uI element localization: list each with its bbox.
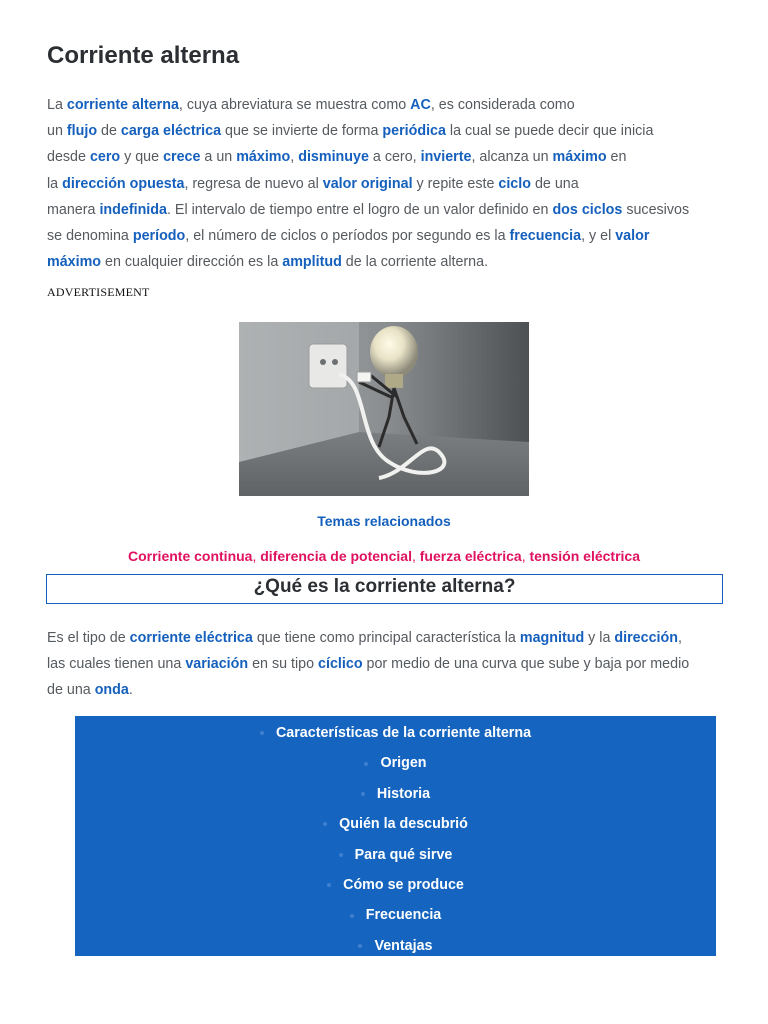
- related-topic-link[interactable]: Corriente continua: [128, 548, 253, 564]
- link-separator: ,: [411, 548, 420, 564]
- bullet-icon: [350, 914, 354, 918]
- paragraph-text: de: [97, 123, 121, 140]
- toc-item-label: Para qué sirve: [354, 846, 453, 863]
- related-topics-links: [0, 548, 768, 564]
- keyword-link[interactable]: dos ciclos: [552, 201, 623, 218]
- toc-item[interactable]: [75, 718, 716, 748]
- paragraph-text: .: [128, 682, 133, 699]
- toc-item[interactable]: [75, 779, 716, 809]
- paragraph-text: un: [47, 123, 67, 140]
- bullet-icon: [327, 883, 331, 887]
- intro-paragraph: [47, 92, 727, 275]
- paragraph-text: ,: [677, 630, 682, 646]
- keyword-link[interactable]: valor: [615, 228, 650, 245]
- toc-item[interactable]: [75, 931, 716, 956]
- page-title: Corriente alterna: [47, 42, 240, 69]
- toc-item-label: Ventajas: [374, 937, 433, 954]
- keyword-link[interactable]: ciclo: [498, 175, 531, 192]
- toc-list: [75, 718, 716, 956]
- toc-item-label: Historia: [376, 785, 431, 802]
- keyword-link[interactable]: máximo: [552, 149, 607, 166]
- advertisement-label: ADVERTISEMENT: [47, 285, 150, 299]
- keyword-link[interactable]: AC: [410, 97, 431, 113]
- toc-item-label: Cómo se produce: [343, 876, 464, 893]
- keyword-link[interactable]: cero: [89, 149, 121, 166]
- keyword-link[interactable]: corriente eléctrica: [129, 630, 253, 646]
- keyword-link[interactable]: indefinida: [99, 201, 167, 218]
- keyword-link[interactable]: corriente alterna: [66, 97, 179, 113]
- link-separator: ,: [252, 548, 261, 564]
- related-topic-link[interactable]: fuerza eléctrica: [419, 548, 522, 564]
- toc-item[interactable]: [75, 809, 716, 839]
- keyword-link[interactable]: carga eléctrica: [120, 123, 222, 140]
- paragraph-text: . El intervalo de tiempo entre el logro de un valor definido en: [166, 201, 553, 218]
- paragraph-text: y repite este: [412, 175, 499, 192]
- keyword-link[interactable]: dirección: [614, 630, 678, 646]
- paragraph-text: y la: [584, 630, 615, 646]
- keyword-link[interactable]: período: [132, 228, 186, 245]
- keyword-link[interactable]: amplitud: [282, 254, 342, 271]
- toc-item[interactable]: [75, 840, 716, 870]
- lightbulb-figure-icon: [239, 322, 529, 496]
- paragraph-text: , alcanza un: [471, 149, 553, 166]
- paragraph-text: a un: [200, 149, 237, 166]
- keyword-link[interactable]: onda: [94, 682, 129, 699]
- paragraph-text: La: [47, 97, 67, 113]
- lightbulb-photo: [239, 322, 529, 496]
- paragraph-text: sucesivos: [622, 201, 690, 218]
- paragraph-text: , cuya abreviatura se muestra como: [178, 97, 411, 113]
- keyword-link[interactable]: disminuye: [298, 149, 369, 166]
- toc-item[interactable]: [75, 748, 716, 778]
- section-heading-box: [46, 574, 723, 604]
- keyword-link[interactable]: máximo: [47, 254, 102, 271]
- paragraph-text: de una: [530, 175, 579, 192]
- bullet-icon: [364, 762, 368, 766]
- keyword-link[interactable]: valor original: [322, 175, 413, 192]
- bullet-icon: [339, 853, 343, 857]
- paragraph-text: se denomina: [47, 228, 133, 245]
- paragraph-text: y que: [120, 149, 164, 166]
- bullet-icon: [323, 822, 327, 826]
- paragraph-text: la: [47, 175, 63, 192]
- paragraph-text: la cual se puede decir que inicia: [445, 123, 654, 140]
- toc-item[interactable]: [75, 870, 716, 900]
- paragraph-text: por medio de una curva que sube y baja por medio: [362, 656, 690, 673]
- keyword-link[interactable]: periódica: [382, 123, 446, 140]
- toc-item-label: Características de la corriente alterna: [275, 725, 532, 741]
- table-of-contents: [75, 716, 716, 956]
- keyword-link[interactable]: frecuencia: [509, 228, 582, 245]
- keyword-link[interactable]: dirección opuesta: [62, 175, 185, 192]
- related-topics-title: Temas relacionados: [317, 513, 451, 529]
- link-separator: ,: [521, 548, 530, 564]
- keyword-link[interactable]: magnitud: [519, 630, 585, 646]
- keyword-link[interactable]: variación: [185, 656, 249, 673]
- keyword-link[interactable]: invierte: [420, 149, 472, 166]
- paragraph-text: ,: [290, 149, 299, 166]
- paragraph-text: a cero,: [368, 149, 421, 166]
- keyword-link[interactable]: máximo: [236, 149, 291, 166]
- paragraph-text: Es el tipo de: [47, 630, 130, 646]
- paragraph-text: manera: [47, 201, 100, 218]
- paragraph-text: de una: [47, 682, 95, 699]
- definition-paragraph: [47, 625, 727, 704]
- bullet-icon: [361, 792, 365, 796]
- toc-item-label: Quién la descubrió: [339, 816, 468, 833]
- paragraph-text: desde: [47, 149, 90, 166]
- bullet-icon: [358, 944, 362, 948]
- paragraph-text: que tiene como principal característica la: [252, 630, 520, 646]
- paragraph-text: de la corriente alterna.: [341, 254, 489, 271]
- keyword-link[interactable]: cíclico: [318, 656, 363, 673]
- paragraph-text: las cuales tienen una: [47, 656, 186, 673]
- paragraph-text: , y el: [581, 228, 616, 245]
- toc-item-label: Frecuencia: [365, 907, 442, 924]
- section-heading: ¿Qué es la corriente alterna?: [253, 576, 516, 597]
- paragraph-text: , es considerada como: [430, 97, 575, 113]
- keyword-link[interactable]: flujo: [66, 123, 98, 140]
- toc-item-label: Origen: [380, 755, 427, 772]
- paragraph-text: en su tipo: [248, 656, 319, 673]
- related-topic-link[interactable]: diferencia de potencial: [260, 548, 412, 564]
- keyword-link[interactable]: crece: [163, 149, 201, 166]
- paragraph-text: en: [606, 149, 627, 166]
- paragraph-text: en cualquier dirección es la: [101, 254, 283, 271]
- paragraph-text: que se invierte de forma: [221, 123, 383, 140]
- paragraph-text: , regresa de nuevo al: [184, 175, 323, 192]
- related-topic-link[interactable]: tensión eléctrica: [529, 548, 640, 564]
- paragraph-text: , el número de ciclos o períodos por segundo es la: [185, 228, 510, 245]
- bullet-icon: [260, 731, 264, 735]
- toc-item[interactable]: [75, 900, 716, 930]
